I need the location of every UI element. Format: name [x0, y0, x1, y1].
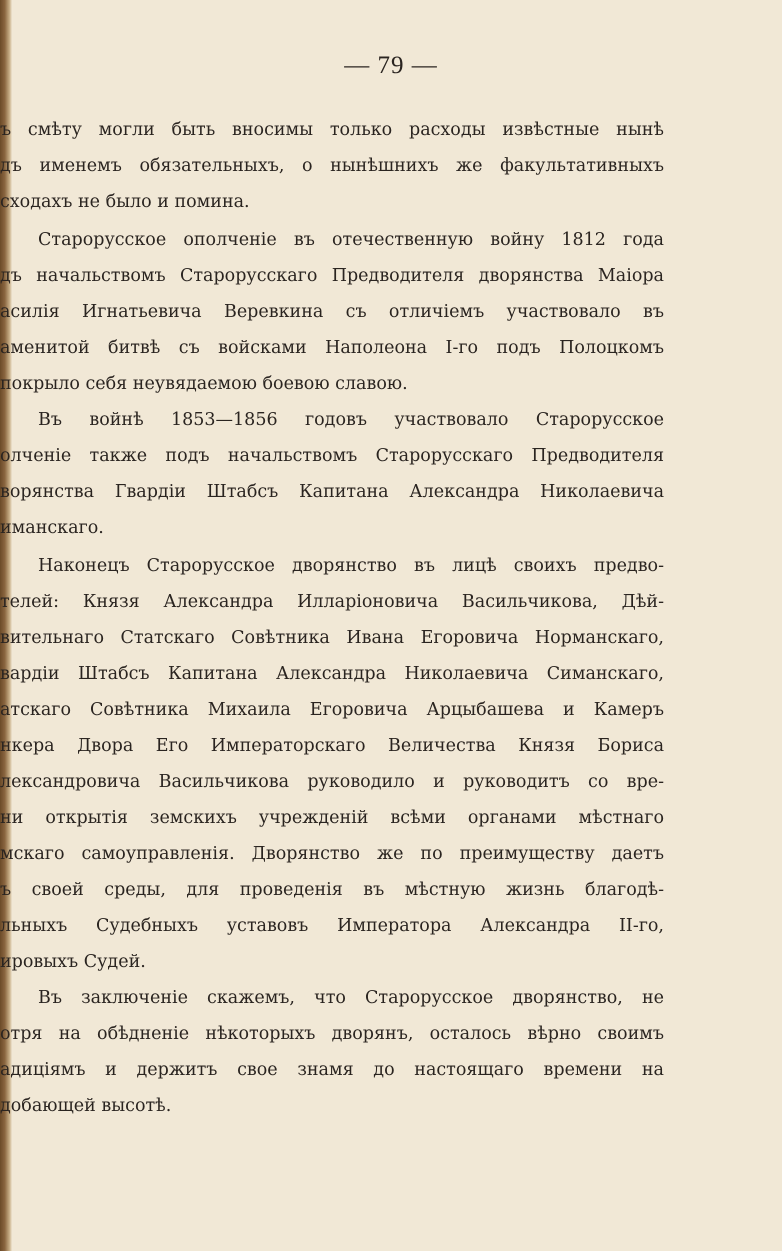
body-text — [0, 112, 782, 1132]
text-line: адиціямъ и держитъ свое знамя до настоящаго времени на — [0, 1060, 664, 1080]
text-line: дъ начальствомъ Старорусскаго Предводителя дворянства Маіора — [0, 266, 664, 286]
page-number: — 79 — — [344, 52, 438, 79]
text-line: добающей высотѣ. — [0, 1096, 172, 1116]
text-line: нкера Двора Его Императорскаго Величества Князя Бориса — [0, 736, 664, 756]
text-line: вардіи Штабсъ Капитана Александра Николаевича Симанскаго, — [0, 664, 664, 684]
text-line: ъ своей среды, для проведенія въ мѣстную жизнь благодѣ- — [0, 880, 664, 900]
text-line: вительнаго Статскаго Совѣтника Ивана Егоровича Норманскаго, — [0, 628, 664, 648]
text-line: лександровича Васильчикова руководило и руководитъ со вре- — [0, 772, 664, 792]
paragraph-first-line: Въ войнѣ 1853—1856 годовъ участвовало Старорусское — [38, 410, 664, 430]
text-line: покрыло себя неувядаемою боевою славою. — [0, 374, 408, 394]
paragraph-first-line: Въ заключеніе скажемъ, что Старорусское дворянство, не — [38, 988, 664, 1008]
text-line: сходахъ не было и помина. — [0, 192, 250, 212]
text-line: аменитой битвѣ съ войсками Наполеона I-го подъ Полоцкомъ — [0, 338, 664, 358]
text-line: отря на обѣдненіе нѣкоторыхъ дворянъ, осталось вѣрно своимъ — [0, 1024, 664, 1044]
text-line: атскаго Совѣтника Михаила Егоровича Арцыбашева и Камеръ — [0, 700, 664, 720]
text-line: иманскаго. — [0, 518, 104, 538]
text-line: асилія Игнатьевича Веревкина съ отличіемъ участвовало въ — [0, 302, 664, 322]
text-line: ворянства Гвардіи Штабсъ Капитана Александра Николаевича — [0, 482, 664, 502]
text-line: олченіе также подъ начальствомъ Старорусскаго Предводителя — [0, 446, 664, 466]
text-line: дъ именемъ обязательныхъ, о нынѣшнихъ же факультативныхъ — [0, 156, 664, 176]
text-line: льныхъ Судебныхъ уставовъ Императора Александра II-го, — [0, 916, 664, 936]
paragraph-first-line: Наконецъ Старорусское дворянство въ лицѣ своихъ предво- — [38, 556, 664, 576]
text-line: телей: Князя Александра Илларіоновича Васильчикова, Дѣй- — [0, 592, 664, 612]
text-line: ни открытія земскихъ учрежденій всѣми органами мѣстнаго — [0, 808, 664, 828]
text-line: ировыхъ Судей. — [0, 952, 146, 972]
text-line: ъ смѣту могли быть вносимы только расходы извѣстные нынѣ — [0, 120, 664, 140]
text-line: мскаго самоуправленія. Дворянство же по преимуществу даетъ — [0, 844, 664, 864]
paragraph-first-line: Старорусское ополченіе въ отечественную войну 1812 года — [38, 230, 664, 250]
